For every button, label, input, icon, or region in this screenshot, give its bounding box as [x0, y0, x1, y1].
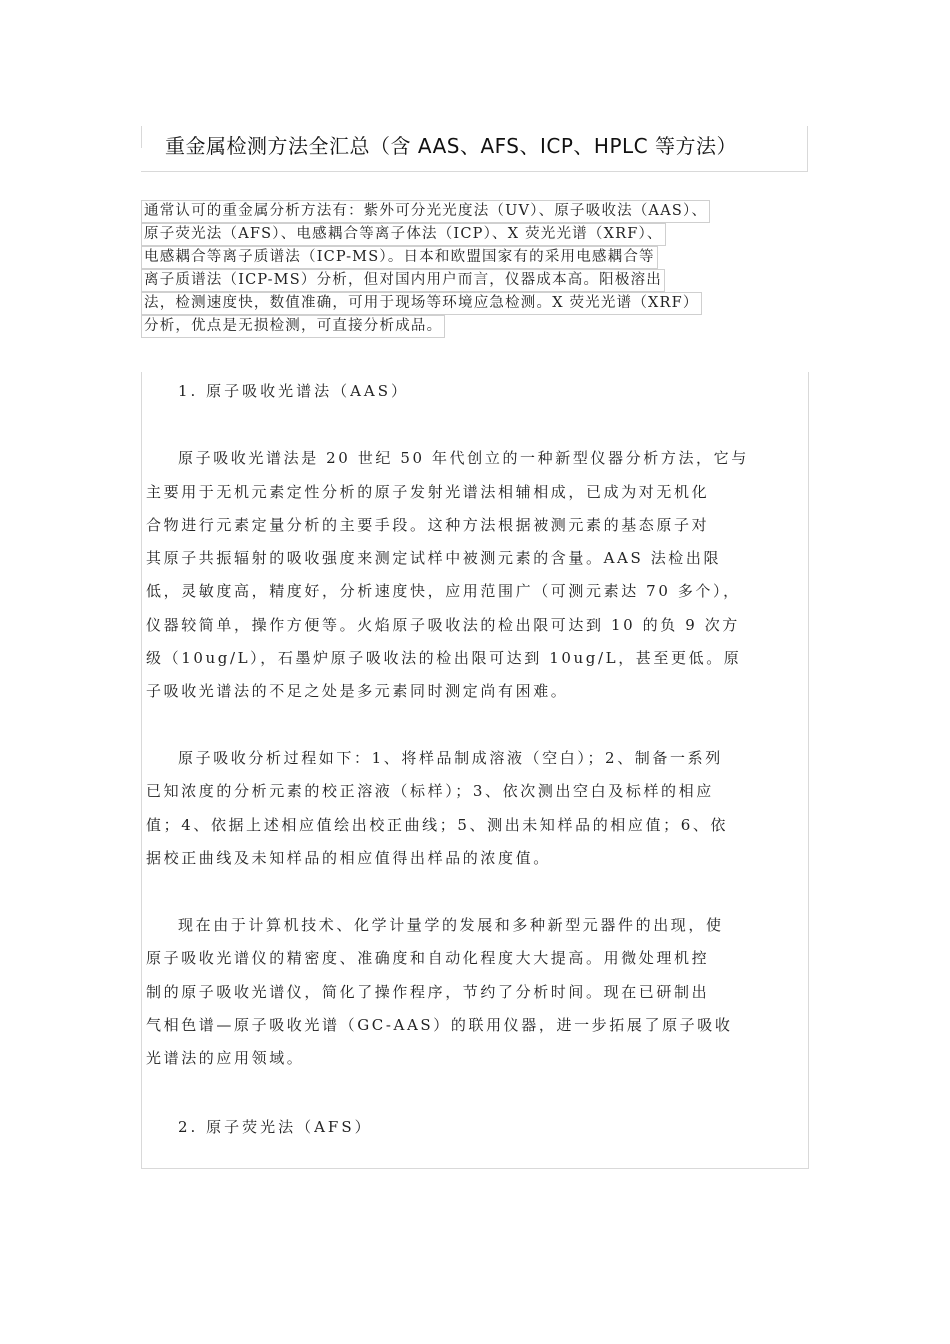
intro-text: 离子质谱法（ICP-MS）分析，但对国内用户而言，仪器成本高。阳极溶出 [141, 269, 665, 292]
paragraph-line: 原子吸收分析过程如下：1、将样品制成溶液（空白）；2、制备一系列 [178, 749, 723, 767]
paragraph-line: 级（10ug/L），石墨炉原子吸收法的检出限可达到 10ug/L，甚至更低。原 [146, 649, 742, 667]
paragraph-line: 合物进行元素定量分析的主要手段。这种方法根据被测元素的基态原子对 [146, 516, 710, 534]
paragraph-line: 已知浓度的分析元素的校正溶液（标样）；3、依次测出空白及标样的相应 [146, 782, 714, 800]
intro-text: 电感耦合等离子质谱法（ICP-MS）。日本和欧盟国家有的采用电感耦合等 [141, 246, 658, 269]
intro-line [141, 269, 809, 292]
body-section [141, 372, 809, 1169]
paragraph-line: 低，灵敏度高，精度好，分析速度快，应用范围广（可测元素达 70 多个）， [146, 582, 741, 600]
intro-text: 分析，优点是无损检测，可直接分析成品。 [141, 315, 445, 338]
paragraph-line: 制的原子吸收光谱仪，简化了操作程序，节约了分析时间。现在已研制出 [146, 983, 710, 1001]
paragraph-line: 光谱法的应用领域。 [146, 1049, 305, 1067]
paragraph-line: 值；4、依据上述相应值绘出校正曲线；5、测出未知样品的相应值；6、依 [146, 816, 729, 834]
section-heading-afs: 2. 原子荧光法（AFS） [178, 1118, 373, 1136]
intro-line [141, 315, 809, 338]
paragraph-line: 气相色谱—原子吸收光谱（GC-AAS）的联用仪器，进一步拓展了原子吸收 [146, 1016, 733, 1034]
paragraph-line: 据校正曲线及未知样品的相应值得出样品的浓度值。 [146, 849, 551, 867]
intro-line [141, 292, 809, 315]
paragraph-line: 主要用于无机元素定性分析的原子发射光谱法相辅相成，已成为对无机化 [146, 483, 710, 501]
paragraph-line: 仪器较简单，操作方便等。火焰原子吸收法的检出限可达到 10 的负 9 次方 [146, 616, 740, 634]
intro-paragraph [141, 200, 809, 338]
page-title: 重金属检测方法全汇总（含 AAS、AFS、ICP、HPLC 等方法） [165, 134, 737, 158]
paragraph-line: 原子吸收光谱法是 20 世纪 50 年代创立的一种新型仪器分析方法，它与 [178, 449, 749, 467]
section-heading-aas: 1. 原子吸收光谱法（AAS） [178, 382, 410, 400]
paragraph-line: 现在由于计算机技术、化学计量学的发展和多种新型元器件的出现，使 [178, 916, 724, 934]
intro-text: 通常认可的重金属分析方法有：紫外可分光光度法（UV）、原子吸收法（AAS）、 [141, 200, 710, 223]
intro-text: 原子荧光法（AFS）、电感耦合等离子体法（ICP）、X 荧光光谱（XRF）、 [141, 223, 666, 246]
paragraph-line: 原子吸收光谱仪的精密度、准确度和自动化程度大大提高。用微处理机控 [146, 949, 710, 967]
title-frame [141, 126, 808, 172]
intro-line [141, 246, 809, 269]
intro-text: 法，检测速度快，数值准确，可用于现场等环境应急检测。X 荧光光谱（XRF） [141, 292, 702, 315]
intro-line [141, 223, 809, 246]
paragraph-line: 子吸收光谱法的不足之处是多元素同时测定尚有困难。 [146, 682, 569, 700]
paragraph-line: 其原子共振辐射的吸收强度来测定试样中被测元素的含量。AAS 法检出限 [146, 549, 722, 567]
intro-line [141, 200, 809, 223]
